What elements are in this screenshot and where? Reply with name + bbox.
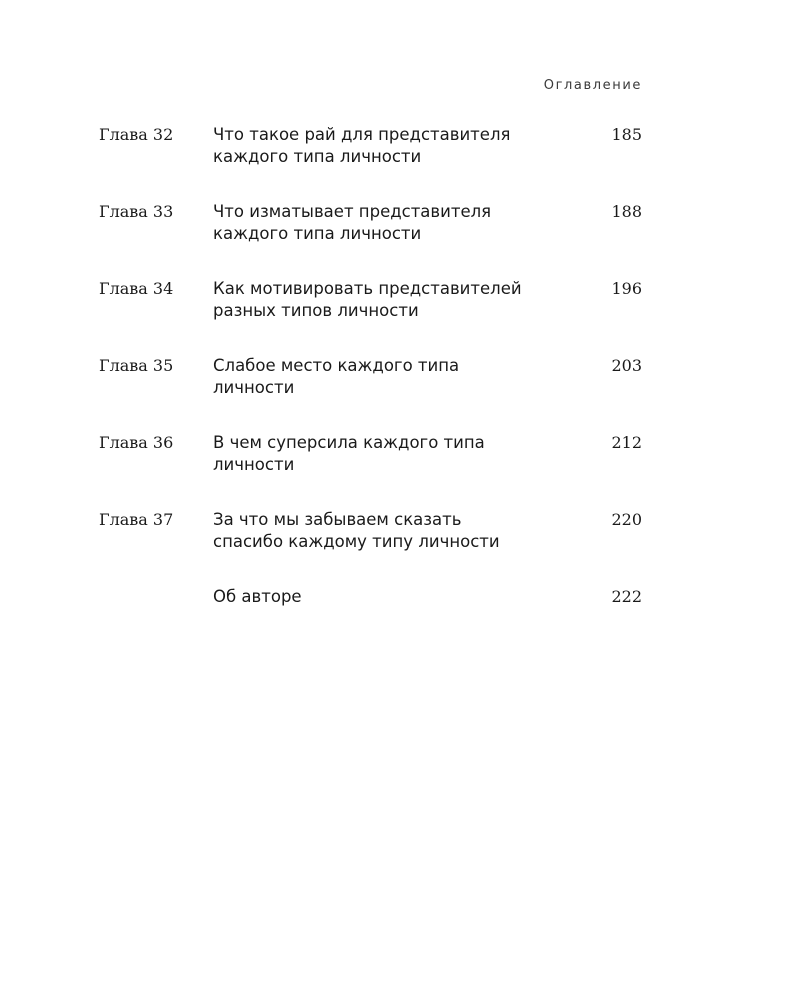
page-number: 203	[611, 356, 642, 375]
chapter-title: В чем суперсила каждого типа личности	[213, 433, 485, 474]
toc-entry-chapter-32	[0, 124, 800, 201]
chapter-label: Глава 32	[99, 125, 174, 144]
page-number: 220	[611, 510, 642, 529]
chapter-title: Слабое место каждого типа личности	[213, 356, 460, 397]
page-number: 188	[611, 202, 642, 221]
chapter-title: Как мотивировать представителей разных типов личности	[213, 279, 522, 320]
page-number: 222	[611, 587, 642, 606]
chapter-title: Что изматывает представителя каждого типа личности	[213, 202, 492, 243]
chapter-label: Глава 33	[99, 202, 174, 221]
page-number: 185	[611, 125, 642, 144]
toc-entry-chapter-35	[0, 355, 800, 432]
chapter-label: Глава 36	[99, 433, 174, 452]
chapter-title: Что такое рай для представителя каждого типа личности	[213, 125, 511, 166]
chapter-label: Глава 37	[99, 510, 174, 529]
toc-entry-about-author	[0, 586, 800, 663]
chapter-title: За что мы забываем сказать спасибо каждому типу личности	[213, 510, 500, 551]
toc-entry-chapter-33	[0, 201, 800, 278]
running-header: Оглавление	[543, 78, 642, 93]
page-number: 196	[611, 279, 642, 298]
chapter-label: Глава 35	[99, 356, 174, 375]
chapter-title: Об авторе	[213, 587, 302, 606]
toc-entry-chapter-34	[0, 278, 800, 355]
chapter-label: Глава 34	[99, 279, 174, 298]
toc-entry-chapter-36	[0, 432, 800, 509]
toc-entry-chapter-37	[0, 509, 800, 586]
page-number: 212	[611, 433, 642, 452]
table-of-contents	[0, 124, 800, 663]
